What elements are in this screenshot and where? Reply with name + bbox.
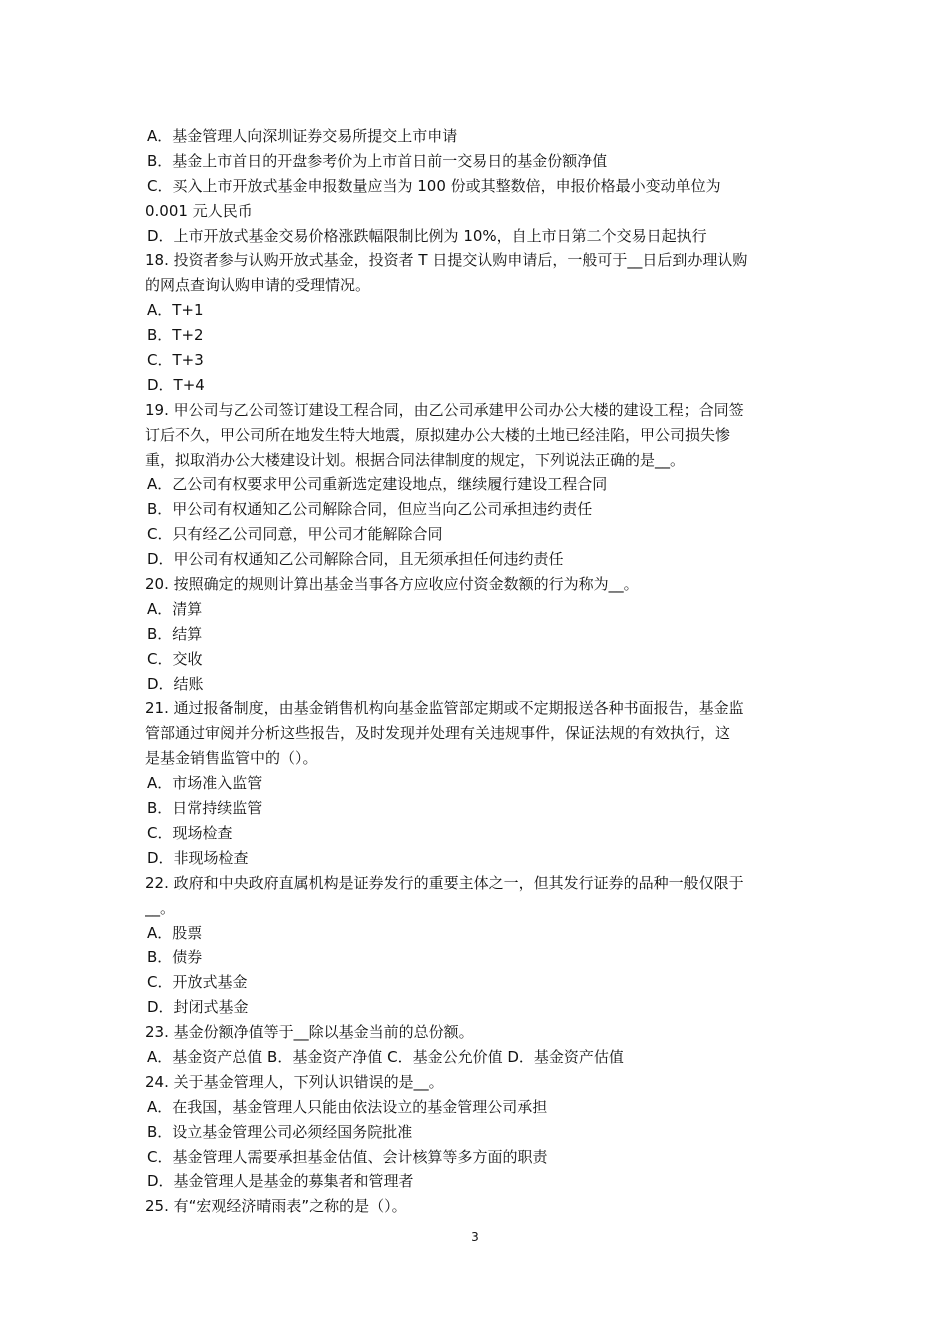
question-line: 20. 按照确定的规则计算出基金当事各方应收应付资金数额的行为称为__。	[145, 575, 639, 594]
question-line: 22. 政府和中央政府直属机构是证券发行的重要主体之一，但其发行证券的品种一般仅限于	[145, 873, 744, 892]
page-number: 3	[471, 1230, 479, 1244]
option-line: B．T+2	[147, 326, 204, 345]
option-line: C．基金管理人需要承担基金估值、会计核算等多方面的职责	[147, 1147, 548, 1166]
option-line: A．股票	[147, 923, 203, 942]
option-line: C．买入上市开放式基金申报数量应当为 100 份或其整数倍，申报价格最小变动单位为	[147, 176, 721, 195]
question-line-continued: __。	[145, 898, 176, 917]
option-line: D．非现场检查	[147, 848, 249, 867]
option-line: A．基金管理人向深圳证券交易所提交上市申请	[147, 127, 458, 145]
page-body	[145, 124, 813, 1219]
option-line: A．在我国，基金管理人只能由依法设立的基金管理公司承担	[147, 1097, 548, 1116]
option-line: C．T+3	[147, 351, 204, 370]
question-line-continued: 管部通过审阅并分析这些报告，及时发现并处理有关违规事件，保证法规的有效执行，这	[145, 724, 731, 743]
option-line: D．上市开放式基金交易价格涨跌幅限制比例为 10%，自上市日第二个交易日起执行	[147, 226, 707, 245]
option-line: A．T+1	[147, 301, 204, 320]
option-line: B．日常持续监管	[147, 799, 263, 818]
question-line: 25. 有“宏观经济晴雨表”之称的是（）。	[145, 1197, 407, 1216]
question-line: 19. 甲公司与乙公司签订建设工程合同，由乙公司承建甲公司办公大楼的建设工程；合同签	[145, 400, 744, 419]
option-line: A．市场准入监管	[147, 774, 263, 793]
option-line: C．开放式基金	[147, 973, 248, 992]
option-line-continued: 0.001 元人民币	[145, 201, 253, 220]
question-line: 24. 关于基金管理人，下列认识错误的是__。	[145, 1072, 444, 1091]
option-line: D．封闭式基金	[147, 998, 249, 1017]
option-line: C．只有经乙公司同意，甲公司才能解除合同	[147, 525, 443, 544]
option-line: D．甲公司有权通知乙公司解除合同，且无须承担任何违约责任	[147, 550, 564, 569]
option-line: B．甲公司有权通知乙公司解除合同，但应当向乙公司承担违约责任	[147, 500, 593, 519]
option-line: B．结算	[147, 624, 203, 643]
option-line: D．结账	[147, 674, 204, 693]
option-line: B．债券	[147, 948, 203, 967]
option-line: D．基金管理人是基金的募集者和管理者	[147, 1172, 414, 1191]
option-line: A．清算	[147, 599, 203, 618]
option-line: C．交收	[147, 649, 203, 668]
question-line: 23. 基金份额净值等于__除以基金当前的总份额。	[145, 1023, 474, 1042]
option-line: B．设立基金管理公司必须经国务院批准	[147, 1122, 413, 1141]
question-line-continued: 的网点查询认购申请的受理情况。	[145, 276, 371, 295]
option-line: A．基金资产总值 B．基金资产净值 C．基金公允价值 D．基金资产估值	[147, 1047, 624, 1066]
question-line-continued: 是基金销售监管中的（）。	[145, 749, 318, 768]
option-line: A．乙公司有权要求甲公司重新选定建设地点，继续履行建设工程合同	[147, 475, 608, 494]
option-line: C．现场检查	[147, 823, 233, 842]
option-line: D．T+4	[147, 375, 205, 394]
question-line: 18. 投资者参与认购开放式基金，投资者 T 日提交认购申请后，一般可于__日后到办理认购	[145, 251, 748, 270]
question-line: 21. 通过报备制度，由基金销售机构向基金监管部定期或不定期报送各种书面报告，基金监	[145, 699, 744, 718]
option-line: B．基金上市首日的开盘参考价为上市首日前一交易日的基金份额净值	[147, 151, 608, 170]
question-line-continued: 订后不久，甲公司所在地发生特大地震，原拟建办公大楼的土地已经洼陷，甲公司损失惨	[145, 425, 731, 444]
question-line-continued: 重，拟取消办公大楼建设计划。根据合同法律制度的规定，下列说法正确的是__。	[145, 450, 686, 469]
